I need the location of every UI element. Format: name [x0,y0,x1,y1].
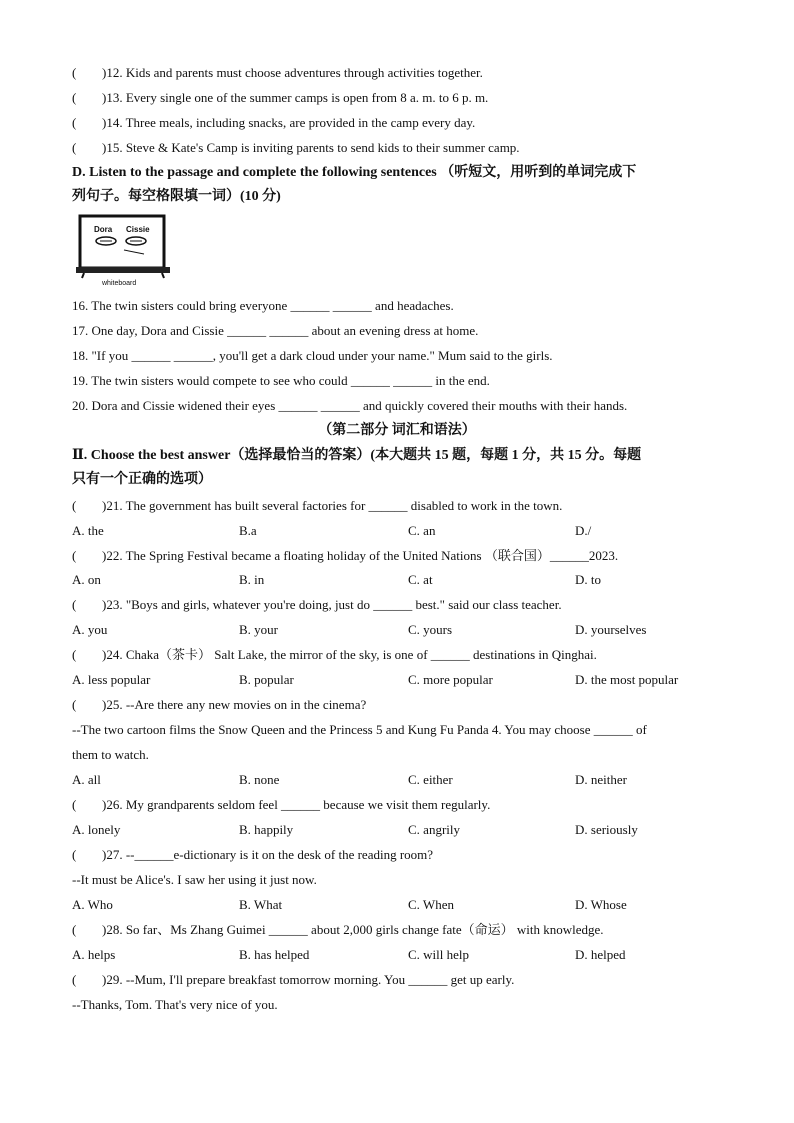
q24-option-b: B. popular [239,672,294,687]
tf-item-12: ( )12. Kids and parents must choose adventures through activities together. [72,65,483,80]
fill-item-17: 17. One day, Dora and Cissie ______ ______ about an evening dress at home. [72,323,479,338]
q25-dialogue-line-1: --The two cartoon films the Snow Queen and the Princess 5 and Kung Fu Panda 4. You may choose ______ of [72,722,647,737]
q27-option-b: B. What [239,897,283,912]
question-29: ( )29. --Mum, I'll prepare breakfast tomorrow morning. You ______ get up early. [72,972,515,987]
q27-dialogue-line-1: --It must be Alice's. I saw her using it just now. [72,872,317,887]
part-two-title: （第二部分 词汇和语法） [318,423,476,438]
fill-item-19: 19. The twin sisters would compete to see who could ______ ______ in the end. [72,373,490,388]
q28-option-a: A. helps [72,947,116,962]
q23-option-c: C. yours [408,622,453,637]
question-26: ( )26. My grandparents seldom feel ______ because we visit them regularly. [72,797,491,812]
q25-option-c: C. either [408,772,453,787]
q26-option-c: C. angrily [408,822,460,837]
q24-option-a: A. less popular [72,672,151,687]
tf-item-14: ( )14. Three meals, including snacks, are provided in the camp every day. [72,115,476,130]
q24-option-c: C. more popular [408,672,493,687]
q22-option-b: B. in [239,572,265,587]
q23-option-a: A. you [72,622,108,637]
whiteboard-name-1: Dora [94,225,113,234]
q22-option-c: C. at [408,572,433,587]
q21-option-a: A. the [72,523,104,538]
part-two-heading-line2: 只有一个正确的选项） [72,472,212,487]
whiteboard-name-2: Cissie [126,225,150,234]
question-22: ( )22. The Spring Festival became a floating holiday of the United Nations （联合国）______2023. [72,548,619,563]
q27-option-d: D. Whose [575,897,627,912]
q26-option-d: D. seriously [575,822,638,837]
q26-option-a: A. lonely [72,822,121,837]
section-d-heading-line2: 列句子。每空格限填一词）(10 分) [72,189,281,204]
question-25: ( )25. --Are there any new movies on in the cinema? [72,697,367,712]
part-two-heading-line1: Ⅱ. Choose the best answer（选择最恰当的答案）(本大题共 15 题，每题 1 分，共 15 分。每题 [72,448,642,463]
section-d-heading-line1: D. Listen to the passage and complete the following sentences （听短文，用听到的单词完成下 [72,165,637,180]
q21-option-d: D./ [575,523,592,538]
q22-option-d: D. to [575,572,601,587]
question-27: ( )27. --______e-dictionary is it on the desk of the reading room? [72,847,434,862]
q27-option-c: C. When [408,897,454,912]
q25-option-d: D. neither [575,772,627,787]
q21-option-c: C. an [408,523,436,538]
q25-option-b: B. none [239,772,280,787]
question-24: ( )24. Chaka（茶卡） Salt Lake, the mirror of the sky, is one of ______ destinations in Qinghai. [72,647,597,662]
q29-dialogue-line-1: --Thanks, Tom. That's very nice of you. [72,997,278,1012]
q24-option-d: D. the most popular [575,672,679,687]
whiteboard-image [76,214,170,286]
q28-option-d: D. helped [575,947,626,962]
question-21: ( )21. The government has built several factories for ______ disabled to work in the town. [72,498,563,513]
fill-item-20: 20. Dora and Cissie widened their eyes ______ ______ and quickly covered their mouths with their hands. [72,398,628,413]
fill-item-18: 18. "If you ______ ______, you'll get a dark cloud under your name." Mum said to the girls. [72,348,553,363]
q26-option-b: B. happily [239,822,294,837]
q25-dialogue-line-2: them to watch. [72,747,149,762]
q23-option-b: B. your [239,622,278,637]
q23-option-d: D. yourselves [575,622,647,637]
whiteboard-caption: whiteboard [102,280,137,286]
tf-item-13: ( )13. Every single one of the summer camps is open from 8 a. m. to 6 p. m. [72,90,489,105]
question-23: ( )23. "Boys and girls, whatever you're doing, just do ______ best." said our class teacher. [72,597,562,612]
q25-option-a: A. all [72,772,101,787]
q21-option-b: B.a [239,523,257,538]
q27-option-a: A. Who [72,897,113,912]
q28-option-b: B. has helped [239,947,310,962]
question-28: ( )28. So far、Ms Zhang Guimei ______ about 2,000 girls change fate（命运） with knowledge. [72,922,604,937]
fill-item-16: 16. The twin sisters could bring everyone ______ ______ and headaches. [72,298,454,313]
q22-option-a: A. on [72,572,101,587]
tf-item-15: ( )15. Steve & Kate's Camp is inviting parents to send kids to their summer camp. [72,140,520,155]
q28-option-c: C. will help [408,947,470,962]
